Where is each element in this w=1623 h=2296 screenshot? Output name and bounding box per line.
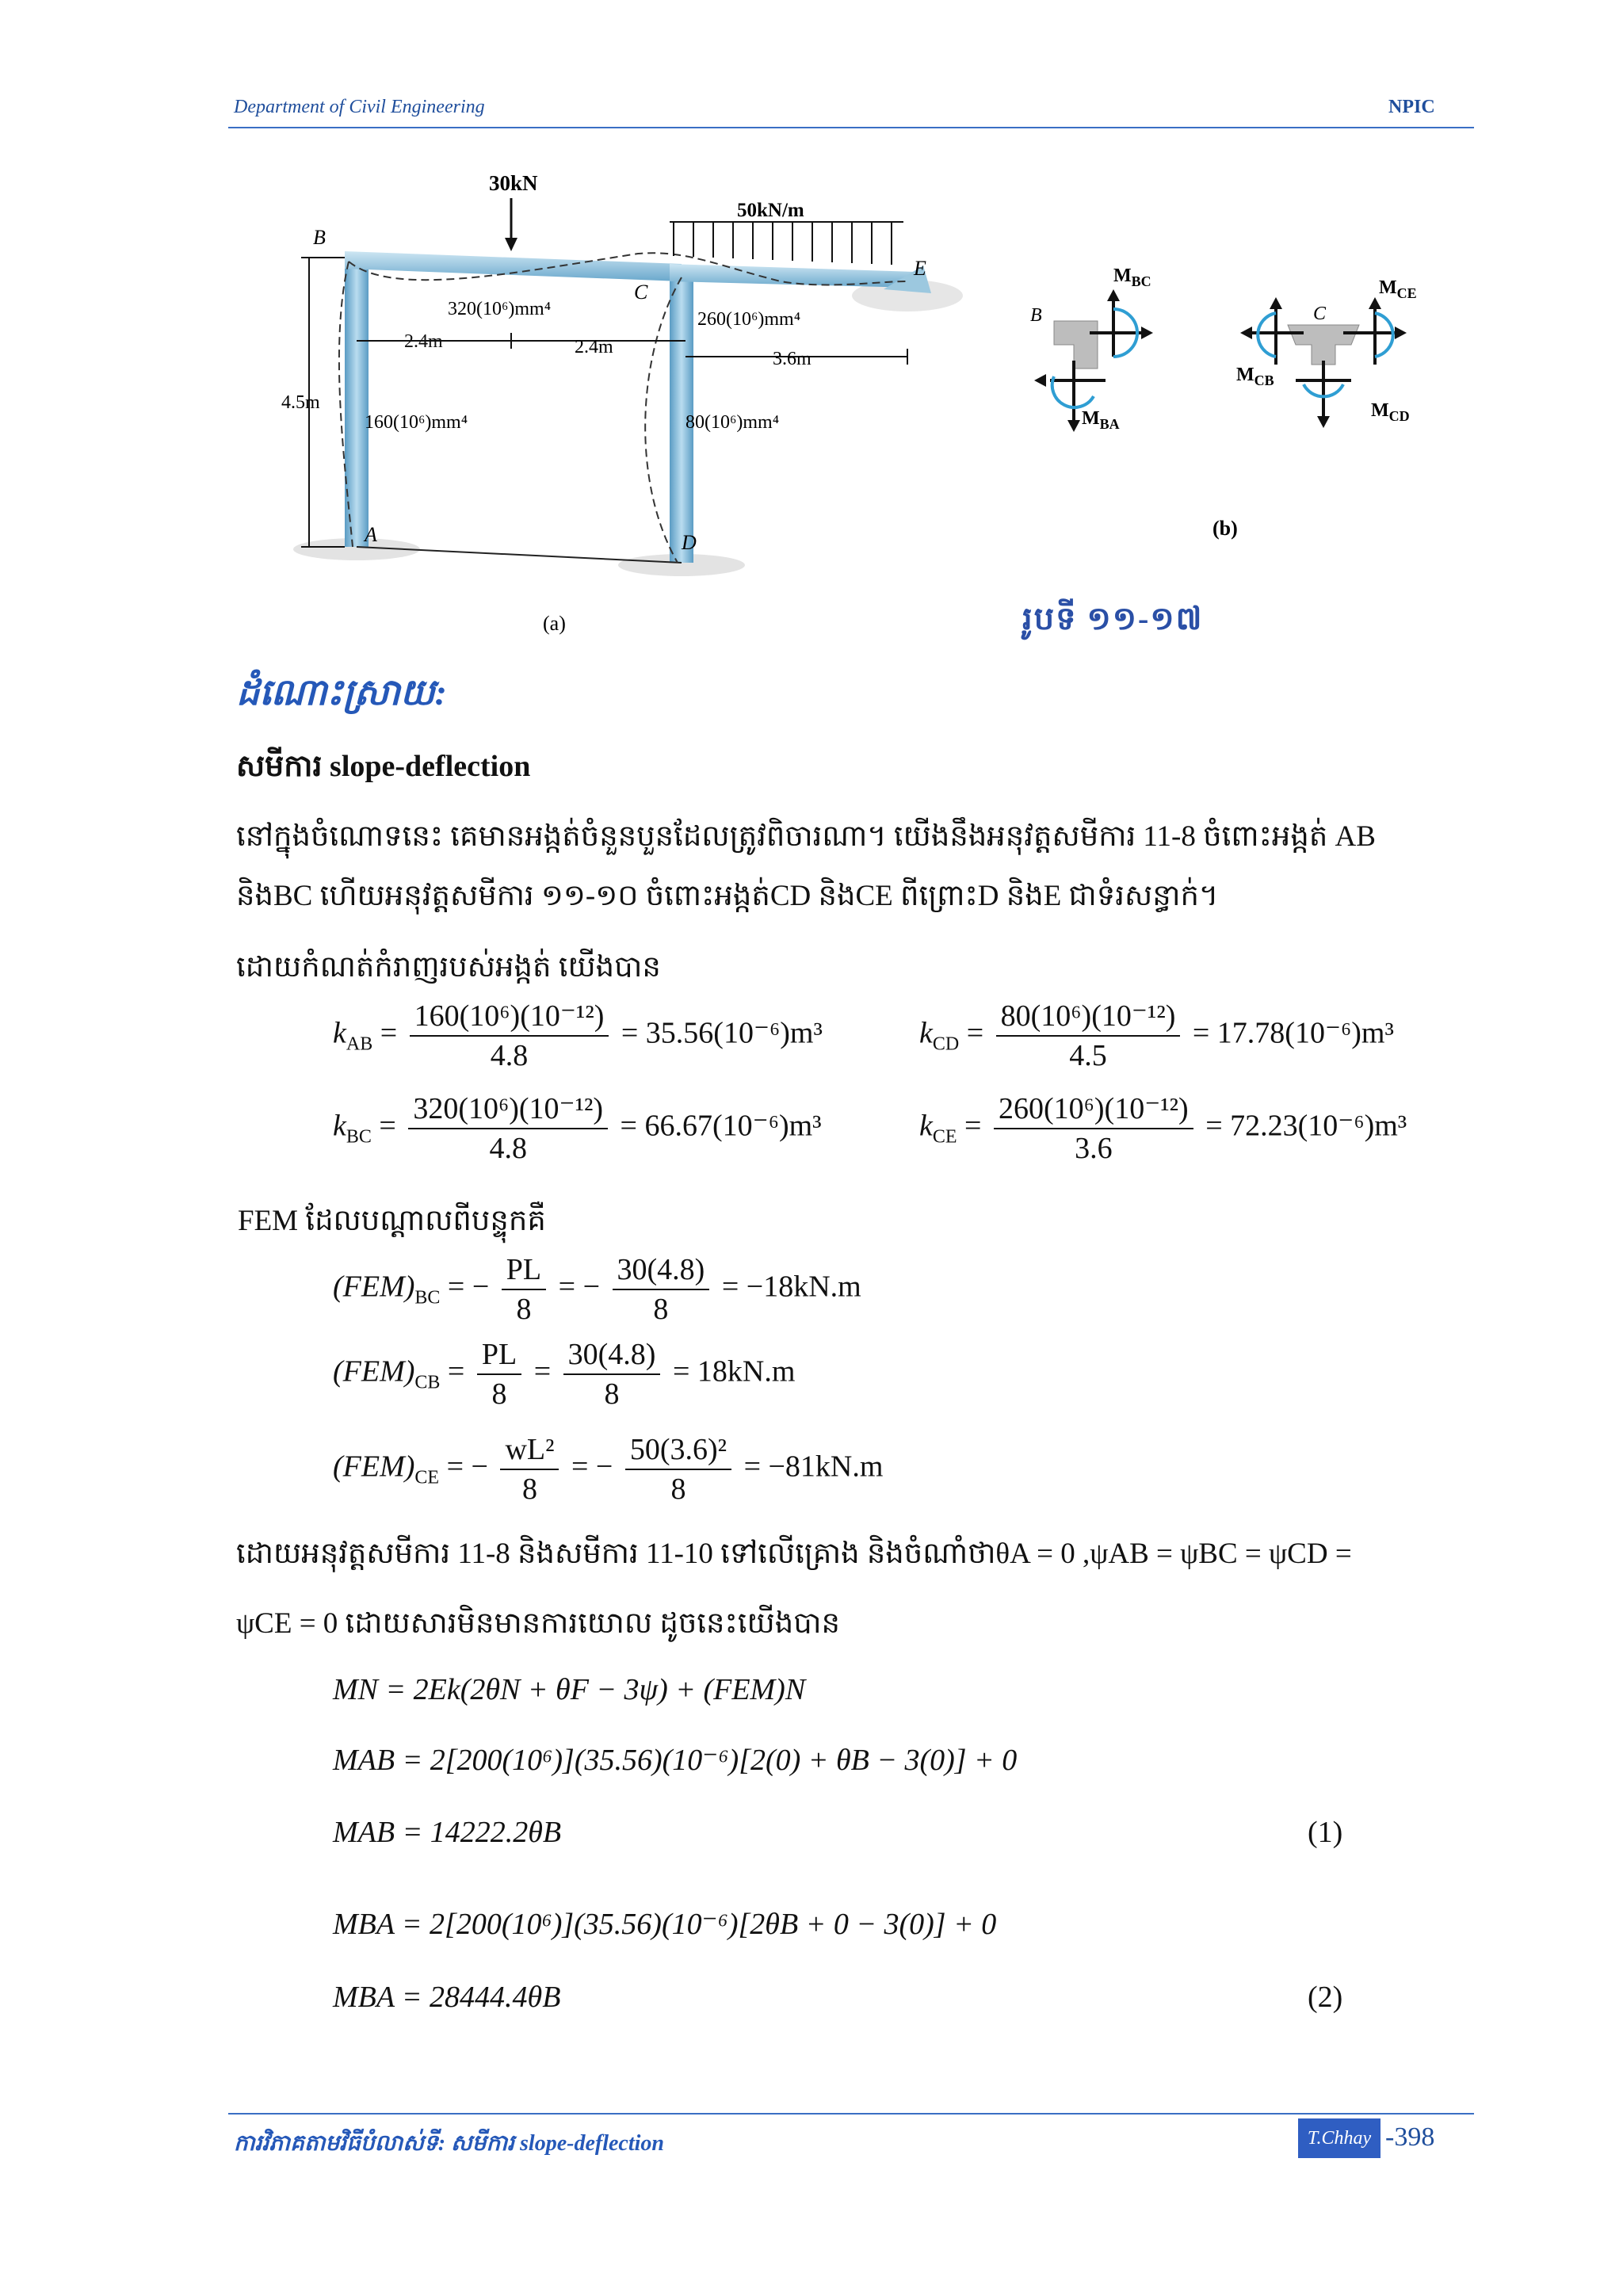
- inertia-CE: 260(10⁶)mm⁴: [697, 309, 801, 330]
- joint-B-diagram: [1030, 266, 1153, 432]
- header-institution: NPIC: [1388, 97, 1435, 117]
- paragraph-2: និងBC ហើយអនុវត្តសមីការ ១១-១០ ចំពោះអង្កត់CD និងCE ពីព្រោះD និងE ជាទំរសន្ធាក់។: [236, 880, 1219, 912]
- dim-2-4-left: 2.4m: [404, 331, 443, 352]
- method-heading: សមីការ slope-deflection: [236, 750, 531, 783]
- eq-number-1: (1): [1308, 1816, 1343, 1849]
- svg-text:MCB: $M_{CB}$: [1236, 365, 1274, 388]
- footer-author: T.Chhay: [1298, 2118, 1381, 2158]
- header-rule: [228, 127, 1474, 128]
- paragraph-3: ដោយកំណត់កំរាញរបស់អង្កត់ យើងបាន: [236, 951, 661, 984]
- point-load-label: 30kN: [489, 171, 538, 195]
- node-D: D: [682, 531, 697, 554]
- eq-k-cd: $k_{CD}$ = $\frac{\text{80(10⁶)(10⁻¹²)}}{4.5}$ = 17.78(10⁻⁶)m³: [919, 997, 1394, 1075]
- paragraph-5: ψCE = 0 ដោយសារមិនមានការយោល ដូចនេះយើងបាន: [236, 1607, 840, 1640]
- node-A: A: [365, 523, 377, 546]
- figure-caption: រូបទី ១១-១៧: [1022, 601, 1204, 636]
- eq-mab-full: MAB = 2[200(10⁶)](35.56)(10⁻⁶)[2(0) + θB − 3(0)] + 0: [333, 1744, 1018, 1777]
- label-b: (b): [1212, 517, 1238, 540]
- eq-k-ab: $k_{AB}$ = $\frac{\text{160(10⁶)(10⁻¹²)}}{4.8}$ = 35.56(10⁻⁶)m³: [333, 997, 823, 1075]
- inertia-AB: 160(10⁶)mm⁴: [365, 412, 468, 433]
- eq-mab: MAB = 14222.2θB: [333, 1816, 562, 1849]
- eq-k-ce: $k_{CE}$ = $\frac{\text{260(10⁶)(10⁻¹²)}}{3.6}$ = 72.23(10⁻⁶)m³: [919, 1090, 1407, 1167]
- fem-intro: FEM ដែលបណ្ដាលពីបន្ទុកគឺ: [238, 1205, 546, 1237]
- svg-text:C: C: [1313, 304, 1327, 324]
- frame-figure: [273, 162, 1478, 658]
- footer-rule: [228, 2113, 1474, 2115]
- dim-4-5: 4.5m: [281, 392, 320, 413]
- dist-load-label: 50kN/m: [737, 200, 804, 221]
- label-a: (a): [543, 612, 566, 635]
- header-department: Department of Civil Engineering: [234, 97, 485, 117]
- inertia-BC: 320(10⁶)mm⁴: [448, 299, 552, 319]
- page-number: -398: [1385, 2122, 1435, 2152]
- node-E: E: [914, 257, 926, 280]
- solution-heading: ដំណោះស្រាយ:: [236, 672, 447, 712]
- inertia-CD: 80(10⁶)mm⁴: [685, 412, 780, 433]
- eq-mba: MBA = 28444.4θB: [333, 1981, 561, 2014]
- node-C: C: [634, 281, 648, 304]
- node-B: B: [313, 226, 326, 249]
- beam-BC: [345, 251, 682, 281]
- eq-general: MN = 2Ek(2θN + θF − 3ψ) + (FEM)N: [333, 1673, 806, 1706]
- dim-3-6: 3.6m: [773, 349, 812, 369]
- paragraph-4: ដោយអនុវត្តសមីការ 11-8 និងសមីការ 11-10 ទៅលើគ្រោង និងចំណាំថាθA = 0 ,ψAB = ψBC = ψCD =: [236, 1538, 1352, 1570]
- eq-fem-cb: $(FEM)_{CB}$ = $\frac{PL}{8}$ = $\frac{30(4.8)}{8}$ = 18kN.m: [333, 1335, 795, 1413]
- svg-text:MBC: $M_{BC}$: [1113, 266, 1151, 289]
- joint-C-diagram: [1236, 277, 1417, 428]
- svg-text:MBA: $M_{BA}$: [1082, 408, 1120, 432]
- dim-2-4-right: 2.4m: [575, 337, 613, 357]
- footer-title: ការវិភាគតាមវិធីបំលាស់ទី: សមីការ slope-deflection: [234, 2131, 664, 2156]
- beam-CE: [670, 264, 915, 288]
- svg-text:B: B: [1030, 305, 1042, 326]
- eq-fem-ce: $(FEM)_{CE}$ = − $\frac{\text{wL²}}{8}$ = − $\frac{\text{50(3.6)²}}{8}$ = −81kN.m: [333, 1431, 883, 1508]
- eq-fem-bc: $(FEM)_{BC}$ = − $\frac{PL}{8}$ = − $\frac{30(4.8)}{8}$ = −18kN.m: [333, 1251, 861, 1328]
- eq-number-2: (2): [1308, 1981, 1343, 2014]
- svg-text:MCD: $M_{CD}$: [1371, 400, 1410, 424]
- paragraph-1: នៅក្នុងចំណោទនេះ គេមានអង្កត់ចំនួនបួនដែលត្រូវពិចារណា។ យើងនឹងអនុវត្តសមីការ 11-8 ចំពោះអង្កត់ AB: [236, 820, 1376, 853]
- eq-k-bc: $k_{BC}$ = $\frac{\text{320(10⁶)(10⁻¹²)}}{4.8}$ = 66.67(10⁻⁶)m³: [333, 1090, 822, 1167]
- eq-mba-full: MBA = 2[200(10⁶)](35.56)(10⁻⁶)[2θB + 0 − 3(0)] + 0: [333, 1908, 997, 1941]
- svg-text:MCE: $M_{CE}$: [1379, 277, 1417, 301]
- frame-diagram: [273, 162, 1478, 654]
